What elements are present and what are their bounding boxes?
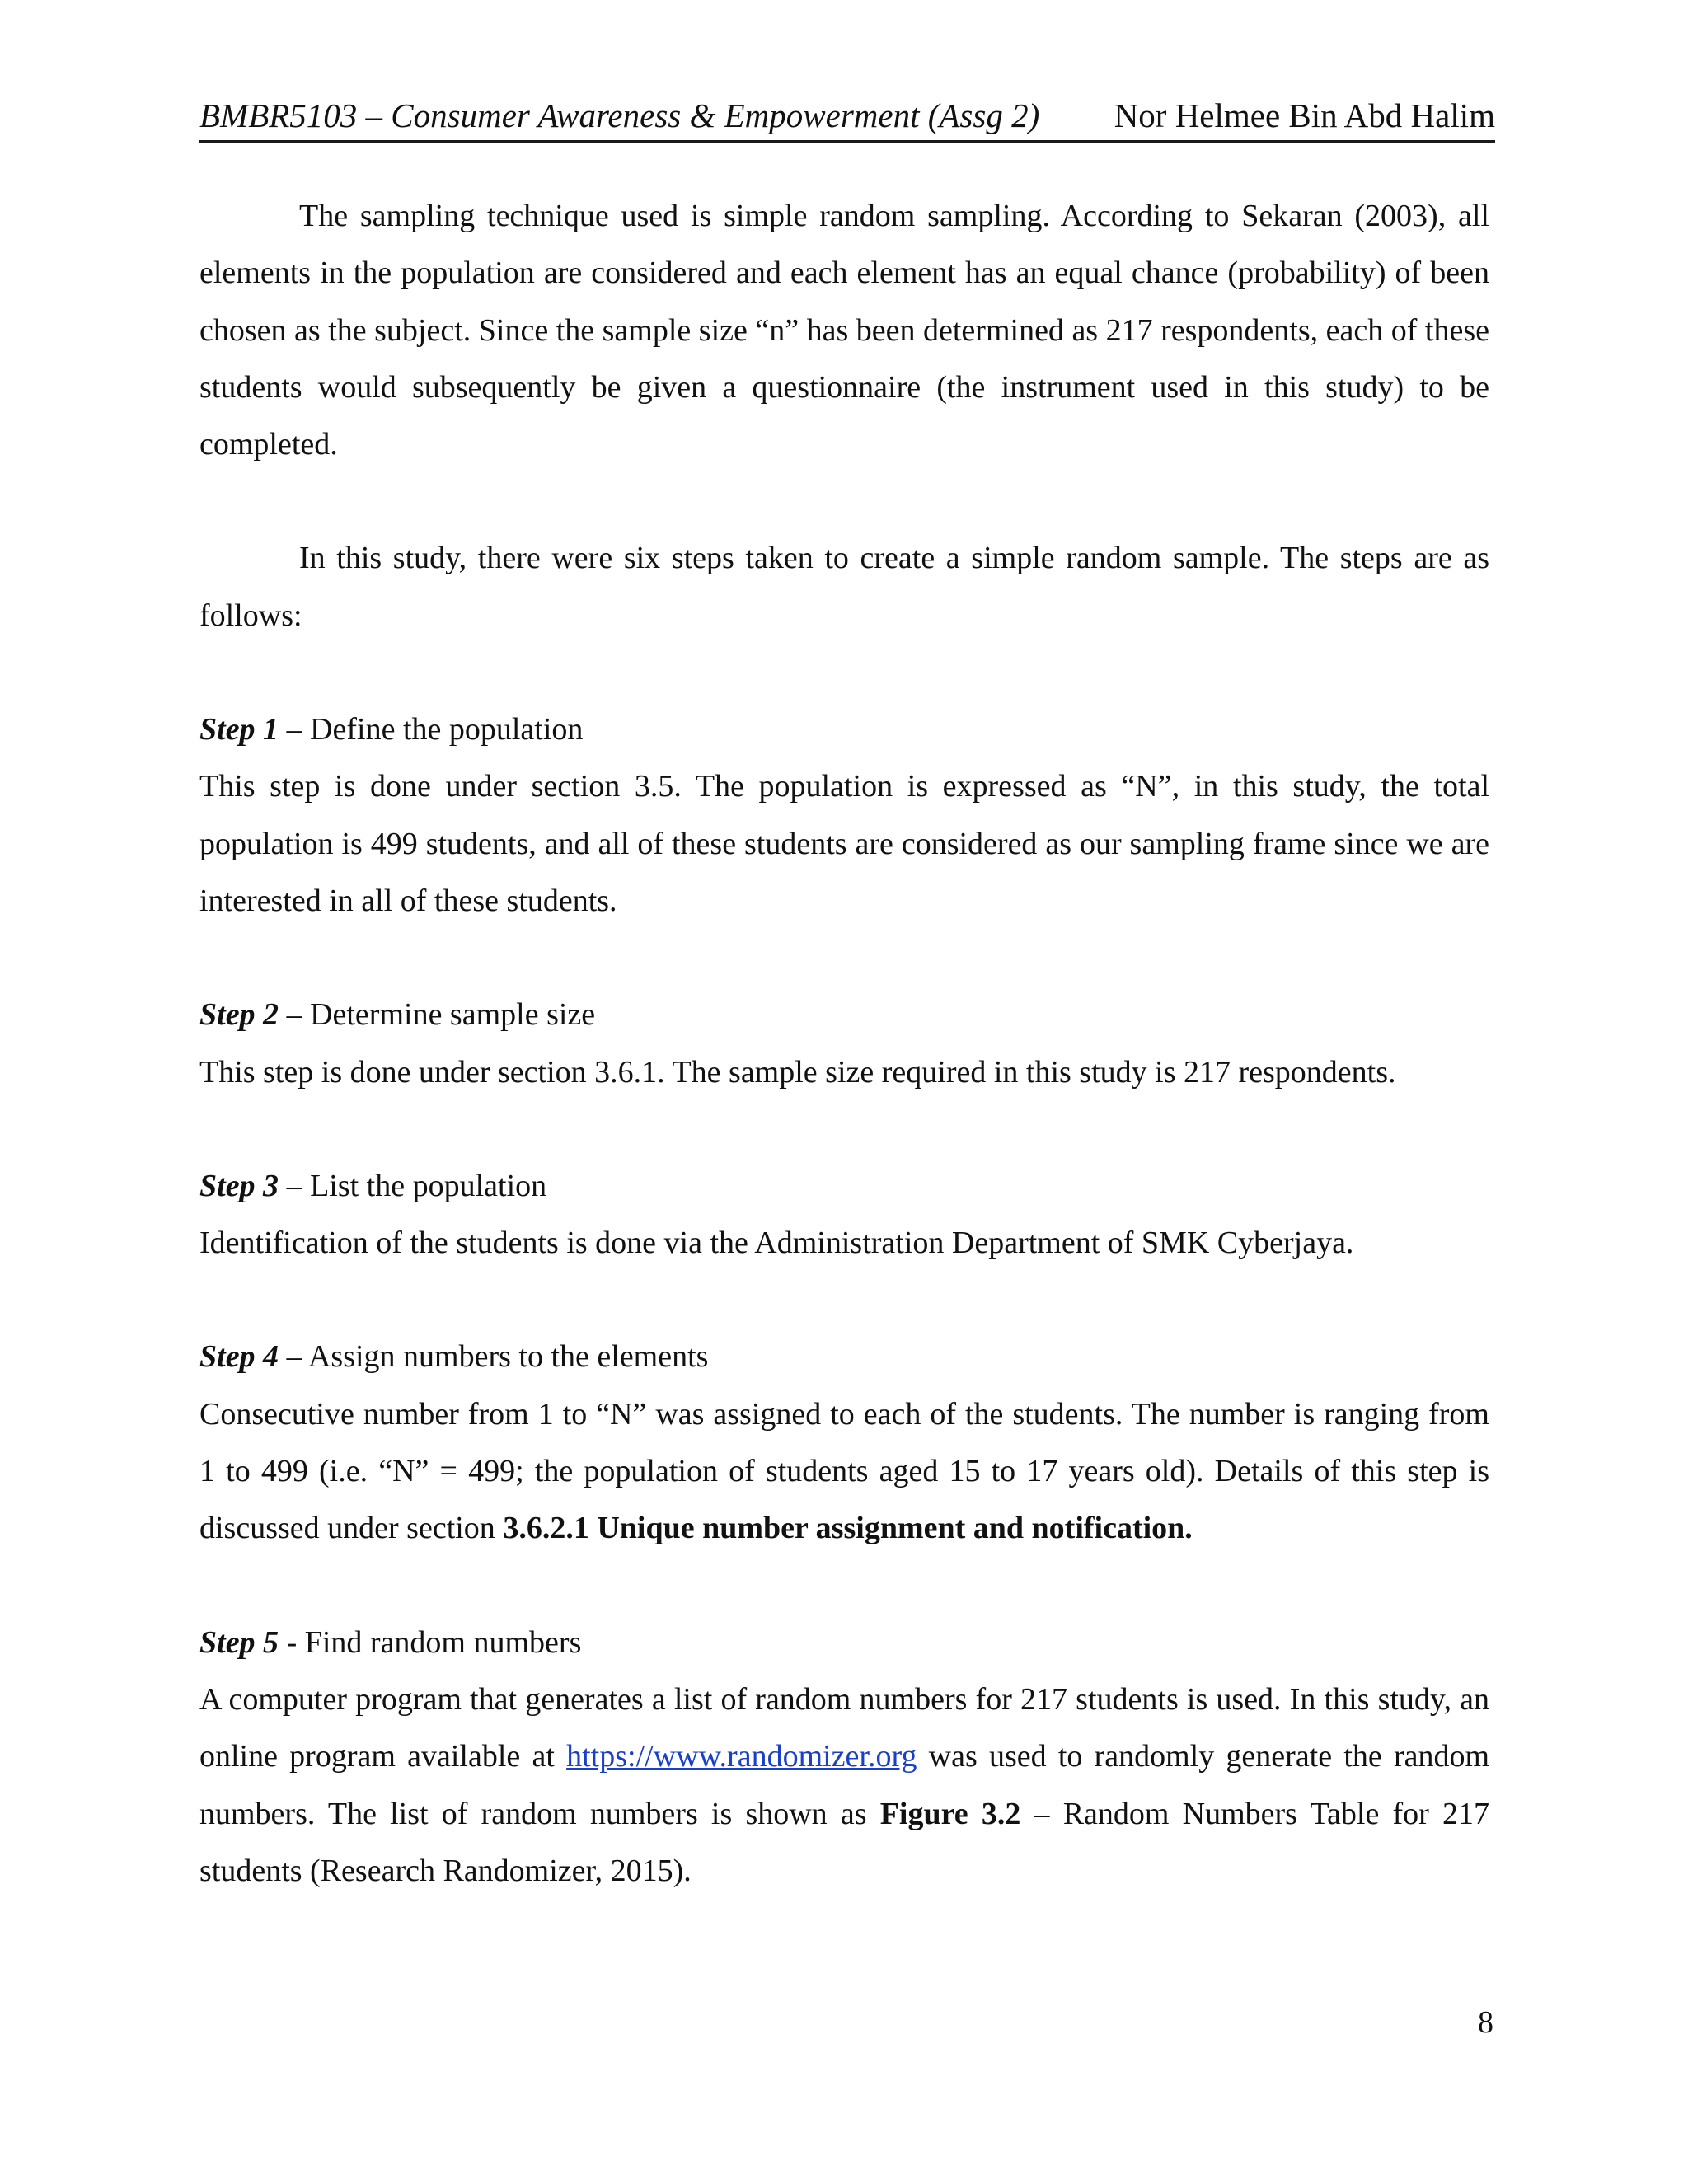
step-4-heading [199,1329,1489,1385]
step-1-section [199,701,1489,930]
step-3-label: Step 3 [199,1168,279,1203]
step-2-heading [199,987,1489,1043]
paragraph-sampling-technique: The sampling technique used is simple random sampling. According to Sekaran (2003), all elements in the population are considered and each element has an equal chance (probability) of been chosen as the subject. Since the sample size “n” has been determined as 217 respondents, each of these students would subsequently be given a questionnaire (the instrument used in this study) to be completed. [199,199,1489,462]
step-5-separator: - [279,1624,305,1660]
step-3-section [199,1158,1489,1272]
section-reference: 3.6.2.1 Unique number assignment and notification. [503,1511,1193,1546]
step-5-label: Step 5 [199,1624,279,1660]
step-3-separator: – [279,1168,311,1203]
step-2-body: This step is done under section 3.6.1. The sample size required in this study is 217 respondents. [199,1054,1396,1090]
step-1-body: This step is done under section 3.5. The population is expressed as “N”, in this study, the total population is 499 students, and all of these students are considered as our sampling frame since we are interested in all of these students. [199,769,1489,918]
course-title: BMBR5103 – Consumer Awareness & Empowerment (Assg 2) [199,96,1040,134]
step-2-label: Step 2 [199,997,279,1033]
step-3-title: List the population [310,1168,547,1203]
step-2-title: Determine sample size [310,997,596,1033]
page-number: 8 [1478,2005,1493,2040]
step-3-body: Identification of the students is done via the Administration Department of SMK Cyberjaya. [199,1226,1354,1261]
step-1-title: Define the population [310,712,584,748]
step-4-title: Assign numbers to the elements [307,1339,709,1375]
step-5-body-text-a: A computer program that generates a list of random numbers for 217 students is used. In this study, an online program available at [199,1681,1489,1774]
author-name: Nor Helmee Bin Abd Halim [1114,96,1495,134]
step-4-separator: – [279,1339,308,1375]
step-5-body-text-c: – Random Numbers Table for 217 students (Research Randomizer, 2015). [199,1796,1489,1888]
step-4-section [199,1329,1489,1557]
randomizer-link[interactable]: https://www.randomizer.org [566,1739,917,1774]
step-2-section [199,987,1489,1101]
step-5-heading [199,1615,1489,1671]
page-header [199,92,1495,143]
step-3-heading [199,1158,1489,1215]
step-4-body [199,1386,1489,1558]
step-1-heading [199,701,1489,758]
step-5-body-text-b: was used to randomly generate the random numbers. The list of random numbers is shown as [199,1739,1490,1831]
paragraph-six-steps: In this study, there were six steps taken to create a simple random sample. The steps are as follows: [199,541,1489,633]
page-body [199,188,1489,1900]
step-4-body-text: Consecutive number from 1 to “N” was assigned to each of the students. The number is ranging from 1 to 499 (i.e. “N” = 499; the population of students aged 15 to 17 years old). Details of this step is discussed under section [199,1396,1489,1546]
step-1-separator: – [279,712,311,748]
step-5-title: Find random numbers [304,1624,582,1660]
step-1-label: Step 1 [199,712,279,748]
step-5-body [199,1671,1489,1900]
step-2-separator: – [279,997,311,1033]
figure-reference: Figure 3.2 [879,1796,1021,1831]
step-5-section [199,1615,1489,1900]
step-4-label: Step 4 [199,1339,279,1375]
